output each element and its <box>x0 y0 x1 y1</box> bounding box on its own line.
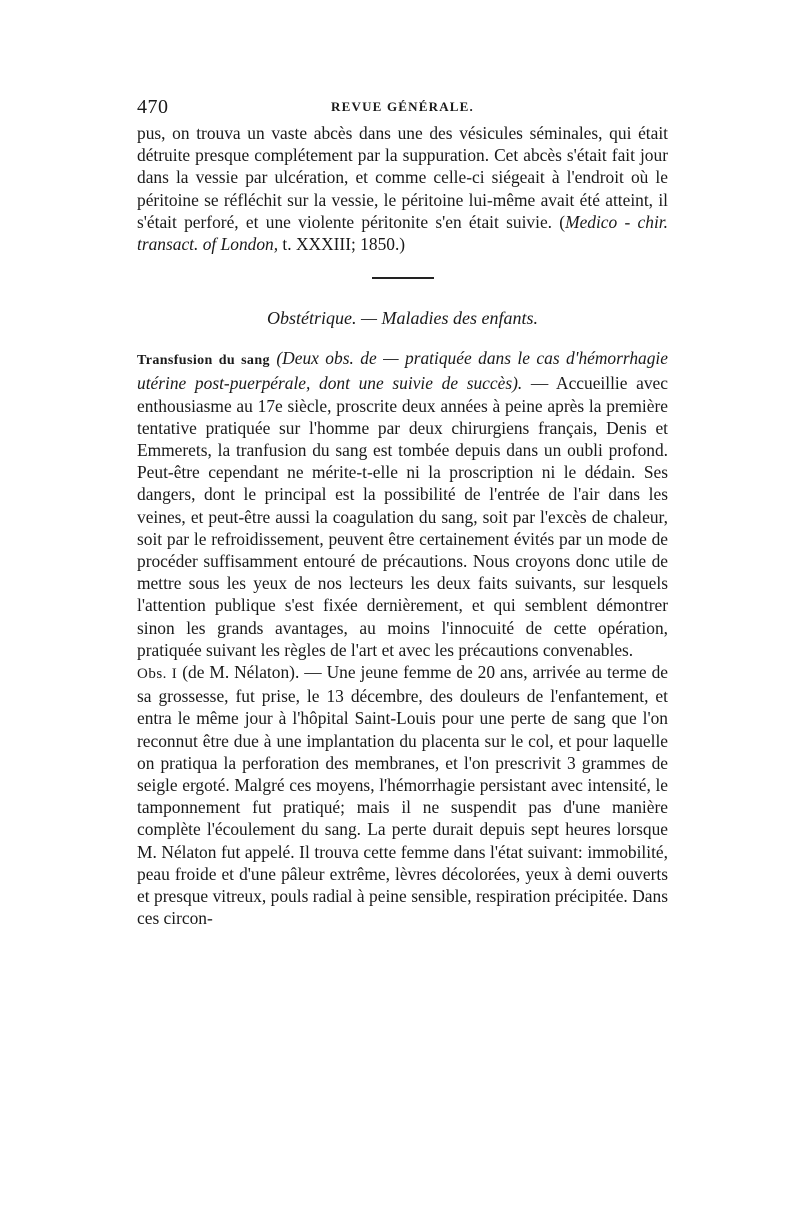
citation-volume: t. XXXIII; 1850.) <box>278 234 406 255</box>
running-head <box>137 96 668 122</box>
page <box>137 96 668 930</box>
paragraph-obs-1 <box>137 661 668 929</box>
obs-body: (de M. Nélaton). — Une jeune femme de 20 ans, arrivée au terme de sa grossesse, fut prise, le 13 décembre, des douleurs de l'enfantement, et entra le même jour à l'hôpital Saint-Louis pour une perte de sang que l'on reconnut être due à une implantation du placenta sur le col, et pour laquelle on pratiqua la perforation des membranes, et l'on prescrivit 3 grammes de seigle ergoté. Malgré ces moyens, l'hémorrhagie persistant avec intensité, le tamponnement fut pratiqué; mais il ne suspendit pas d'une manière complète l'écoulement du sang. La perte durait depuis sept heures lorsque M. Nélaton fut appelé. Il trouva cette femme dans l'état suivant: immobilité, peau froide et d'une pâleur extrême, lèvres décolorées, yeux à demi ouverts et presque vitreux, pouls radial à peine sensible, respiration précipitée. Dans ces circon- <box>137 662 668 929</box>
paragraph-abces-text: pus, on trouva un vaste abcès dans une des vésicules séminales, qui était détruite presque complétement par la suppuration. Cet abcès s'était fait jour dans la vessie par ulcération, et comme celle-ci siégeait à l'endroit où le péritoine se réfléchit sur la vessie, le péritoine lui-même avait été atteint, il s'était perforé, et une violente péritonite s'en était suivie. ( <box>137 123 668 232</box>
paragraph-abces <box>137 122 668 255</box>
article-subtitle: (Deux obs. de — pratiquée dans le cas d'hémorrhagie utérine post-puerpérale, dont une suivie de succès). <box>137 348 668 394</box>
article-body: — Accueillie avec enthousiasme au 17e siècle, proscrite deux années à peine après la première tentative pratiquée sur l'homme par deux chirurgiens français, Denis et Emmerets, la tranfusion du sang est tombée depuis dans un oubli profond. Peut-être cependant ne mérite-t-elle ni la proscription ni le dédain. Ses dangers, dont le principal est la possibilité de l'entrée de l'air dans les veines, et peut-être aussi la coagulation du sang, soit par l'excès de chaleur, soit par le refroidissement, peuvent être certainement évités par un mode de procéder suffisamment entouré de précautions. Nous croyons donc utile de mettre sous les yeux de nos lecteurs les deux faits suivants, sur lesquels l'attention publique s'est fixée dernièrement, et qui semblent démontrer sinon les grands avantages, au moins l'innocuité de cette opération, pratiquée suivant les règles de l'art et avec les précautions convenables. <box>137 373 668 660</box>
article-title: Transfusion du sang <box>137 353 270 369</box>
page-number: 470 <box>137 96 169 118</box>
citation-source: Medico - chir. transact. of London, <box>137 211 668 255</box>
section-divider <box>372 277 434 279</box>
obs-label: Obs. I <box>137 666 178 683</box>
section-title: Obstétrique. — Maladies des enfants. <box>267 308 538 329</box>
paragraph-transfusion <box>137 347 668 661</box>
journal-title: REVUE GÉNÉRALE. <box>331 99 474 114</box>
